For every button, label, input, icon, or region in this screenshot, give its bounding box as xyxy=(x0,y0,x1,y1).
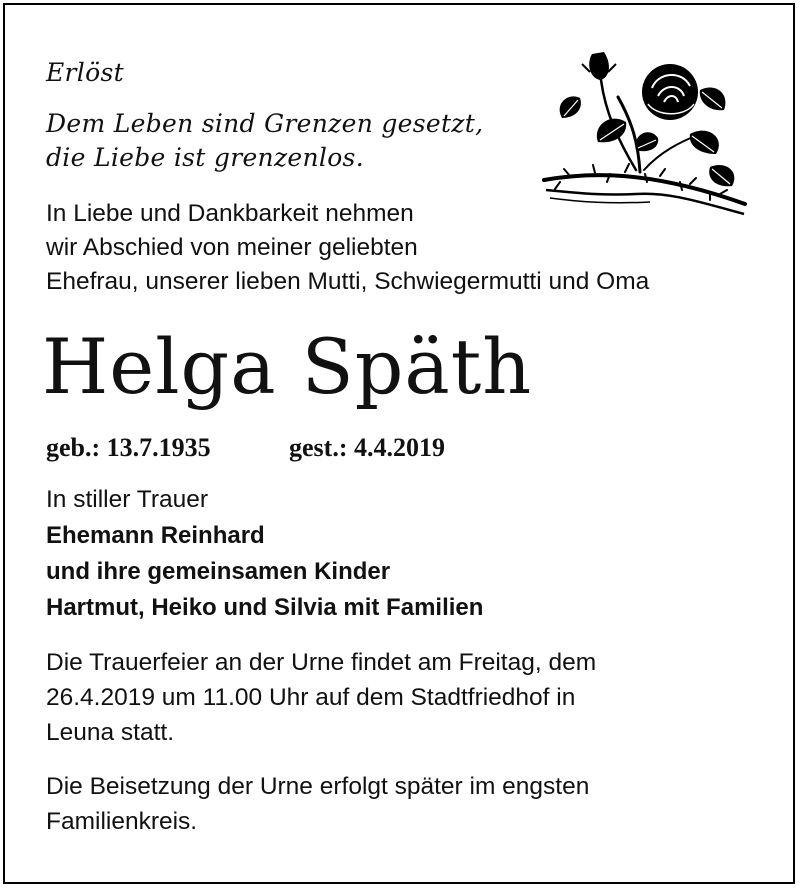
mourners-line-3: Hartmut, Heiko und Silvia mit Familien xyxy=(46,594,484,621)
quote-line-1: Dem Leben sind Grenzen gesetzt, xyxy=(46,109,484,138)
quote-heading: Erlöst xyxy=(46,58,124,87)
burial-line-2: Familienkreis. xyxy=(46,808,198,835)
ceremony-line-3: Leuna statt. xyxy=(46,719,175,746)
ceremony-line-2: 26.4.2019 um 11.00 Uhr auf dem Stadtfriedhof in xyxy=(46,684,576,711)
deceased-name: Helga Späth xyxy=(42,322,533,411)
birth-date: geb.: 13.7.1935 xyxy=(46,433,211,462)
rose-icon xyxy=(540,42,752,224)
mourners-intro: In stiller Trauer xyxy=(46,486,209,513)
death-date: gest.: 4.4.2019 xyxy=(289,433,445,462)
intro-line-2: wir Abschied von meiner geliebten xyxy=(46,234,418,261)
mourners-line-2: und ihre gemeinsamen Kinder xyxy=(46,558,391,585)
ceremony-line-1: Die Trauerfeier an der Urne findet am Freitag, dem xyxy=(46,649,597,676)
quote-line-2: die Liebe ist grenzenlos. xyxy=(46,143,364,172)
burial-line-1: Die Beisetzung der Urne erfolgt später im engsten xyxy=(46,773,590,800)
intro-line-3: Ehefrau, unserer lieben Mutti, Schwiegermutti und Oma xyxy=(46,268,650,295)
intro-line-1: In Liebe und Dankbarkeit nehmen xyxy=(46,200,414,227)
mourners-line-1: Ehemann Reinhard xyxy=(46,522,265,549)
